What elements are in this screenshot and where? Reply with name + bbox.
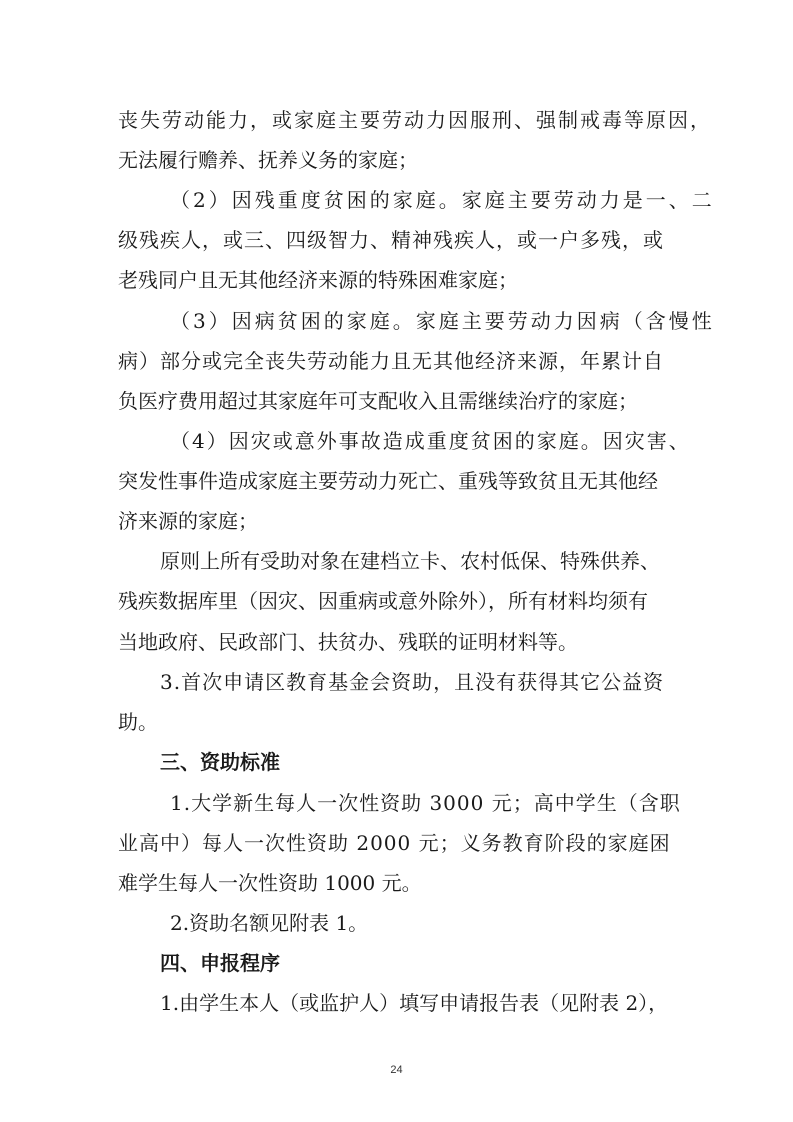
paragraph-line: 助。 xyxy=(118,710,158,734)
paragraph-line: 原则上所有受助对象在建档立卡、农村低保、特殊供养、 xyxy=(160,549,660,573)
paragraph-line: 当地政府、民政部门、扶贫办、残联的证明材料等。 xyxy=(118,630,578,654)
paragraph-line: 负医疗费用超过其家庭年可支配收入且需继续治疗的家庭； xyxy=(118,389,638,413)
paragraph-line: （4）因灾或意外事故造成重度贫困的家庭。因灾害、 xyxy=(170,429,691,453)
paragraph-line: 1.大学新生每人一次性资助 3000 元；高中学生（含职 xyxy=(170,791,681,815)
paragraph-line: 残疾数据库里（因灾、因重病或意外除外），所有材料均须有 xyxy=(118,589,648,613)
paragraph-line: 老残同户且无其他经济来源的特殊困难家庭； xyxy=(118,268,518,292)
paragraph-line: 丧失劳动能力，或家庭主要劳动力因服刑、强制戒毒等原因， xyxy=(118,108,712,132)
paragraph-line: 病）部分或完全丧失劳动能力且无其他经济来源，年累计自 xyxy=(118,349,664,373)
paragraph-line: 突发性事件造成家庭主要劳动力死亡、重残等致贫且无其他经 xyxy=(118,469,658,493)
paragraph-line: 济来源的家庭； xyxy=(118,509,258,533)
paragraph-line: 1.由学生本人（或监护人）填写申请报告表（见附表 2）， xyxy=(160,991,669,1015)
paragraph-line: （3）因病贫困的家庭。家庭主要劳动力因病（含慢性 xyxy=(170,309,715,333)
paragraph-line: 2.资助名额见附表 1。 xyxy=(170,911,369,935)
paragraph-line: 3.首次申请区教育基金会资助，且没有获得其它公益资 xyxy=(160,670,665,694)
section-heading: 三、资助标准 xyxy=(160,750,280,774)
paragraph-line: 无法履行赡养、抚养义务的家庭； xyxy=(118,148,418,172)
section-heading: 四、申报程序 xyxy=(160,951,280,975)
page-number: 24 xyxy=(390,1064,403,1076)
paragraph-line: （2）因残重度贫困的家庭。家庭主要劳动力是一、二 xyxy=(170,188,715,212)
paragraph-line: 难学生每人一次性资助 1000 元。 xyxy=(118,871,422,895)
paragraph-line: 级残疾人，或三、四级智力、精神残疾人，或一户多残，或 xyxy=(118,228,664,252)
paragraph-line: 业高中）每人一次性资助 2000 元；义务教育阶段的家庭困 xyxy=(118,831,671,855)
